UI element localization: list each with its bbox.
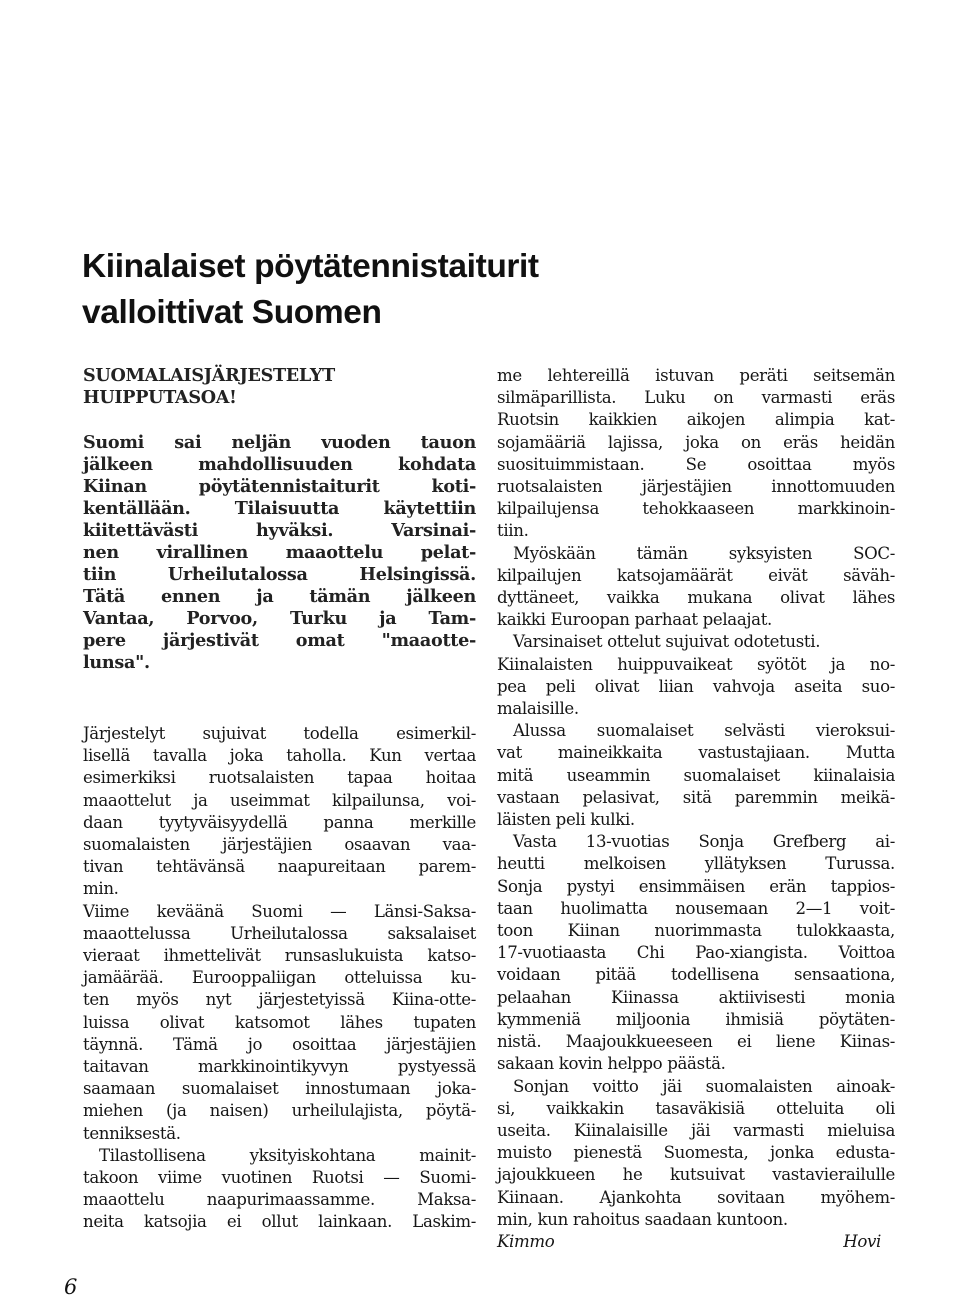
body-line: lisellä tavalla joka taholla. Kun vertaa <box>83 746 476 766</box>
body-line: jamäärää. Eurooppaliigan otteluissa ku- <box>83 968 476 988</box>
lead-line: lunsa". <box>83 652 150 673</box>
body-line: tenniksestä. <box>83 1123 181 1143</box>
body-line: Sonja pystyi ensimmäisen erän tappios- <box>497 876 895 896</box>
body-line: dyttäneet, vaikka mukana olivat lähes <box>497 588 895 608</box>
subheadline-line: HUIPPUTASOA! <box>83 387 237 408</box>
article-title-line: valloittivat Suomen <box>82 294 382 332</box>
body-line: maaottelu naapurimaassamme. Maksa- <box>83 1190 476 1210</box>
lead-paragraph <box>83 432 476 674</box>
body-line: Kiinaan. Ajankohta sovitaan myöhem- <box>497 1187 895 1207</box>
body-line: Myöskään tämän syksyisten SOC- <box>513 543 895 563</box>
body-line: esimerkiksi ruotsalaisten tapaa hoitaa <box>83 768 476 788</box>
body-line: maaottelussa Urheilutalossa saksalaiset <box>83 923 476 943</box>
body-line: kilpailujensa tehokkaaseen markkinoin- <box>497 499 895 519</box>
body-line: mitä useammin suomalaiset kiinalaisia <box>497 765 895 785</box>
body-line: vieraat ihmettelivät runsaslukuista katso- <box>83 946 476 966</box>
body-line: Kiinalaisten huippuvaikeat syötöt ja no- <box>497 654 895 674</box>
subheadline <box>83 365 476 409</box>
lead-line: kiitettävästi hyväksi. Varsinai- <box>83 520 476 541</box>
body-line: luissa olivat katsomot lähes tupaten <box>83 1012 476 1032</box>
body-line: Viime keväänä Suomi — Länsi-Saksa- <box>83 901 476 921</box>
body-line: toon Kiinan nuorimmasta tulokkaasta, <box>497 921 895 941</box>
body-line: kymmeniä miljoonia ihmisiä pöytäten- <box>497 1009 895 1029</box>
body-line: tivan tehtävänsä naapureitaan parem- <box>83 857 476 877</box>
lead-line: jälkeen mahdollisuuden kohdata <box>83 454 476 475</box>
body-line: heutti melkoisen yllätyksen Turussa. <box>497 854 895 874</box>
body-line: kilpailujen katsojamäärät eivät säväh- <box>497 565 895 585</box>
body-line: daan tyytyväisyydellä panna merkille <box>83 812 476 832</box>
body-line: täynnä. Tämä jo osoittaa järjestäjien <box>83 1034 476 1054</box>
page-number: 6 <box>64 1275 78 1299</box>
lead-line: Tätä ennen ja tämän jälkeen <box>83 586 476 607</box>
body-line: jajoukkueen he kutsuivat vastavierailulle <box>497 1165 895 1185</box>
body-line: silmäparillista. Luku on varmasti eräs <box>497 388 895 408</box>
body-line: taitavan markkinointikyvyn pystyessä <box>83 1057 476 1077</box>
article-title <box>82 244 782 336</box>
body-line: 17-vuotiaasta Chi Pao-xiangista. Voittoa <box>497 943 895 963</box>
body-line: muisto pienestä Suomesta, jonka edusta- <box>497 1143 895 1163</box>
body-line: maaottelut ja useimmat kilpailunsa, voi- <box>83 790 476 810</box>
body-line: min, kun rahoitus saadaan kuntoon. <box>497 1209 788 1229</box>
lead-line: pere järjestivät omat "maaotte- <box>83 630 476 651</box>
lead-line: kentällään. Tilaisuutta käytettiin <box>83 498 476 519</box>
left-column <box>83 365 476 1234</box>
body-line: ten myös nyt järjestetyissä Kiina-otte- <box>83 990 476 1010</box>
body-line: vastaan pelasivat, sitä paremmin meikä- <box>497 787 895 807</box>
body-line: sakaan kovin helppo päästä. <box>497 1054 726 1074</box>
body-line: nistä. Maajoukkueeseen ei liene Kiinas- <box>497 1032 895 1052</box>
body-line: Ruotsin kaikkien aikojen alimpia kat- <box>497 410 895 430</box>
body-line: suomalaisten järjestäjien osaavan vaa- <box>83 835 476 855</box>
body-line: Järjestelyt sujuivat todella esimerkil- <box>83 724 476 743</box>
author-signature: Kimmo Hovi <box>497 1231 881 1251</box>
body-line: tiin. <box>497 521 529 541</box>
right-column <box>497 365 895 1253</box>
body-line: saamaan suomalaiset innostumaan joka- <box>83 1079 476 1099</box>
lead-line: tiin Urheilutalossa Helsingissä. <box>83 564 476 585</box>
body-line: vat maineikkaita vastustajiaan. Mutta <box>497 743 895 763</box>
body-line: miehen (ja naisen) urheilulajista, pöytä- <box>83 1101 476 1121</box>
body-line: ruotsalaisten järjestäjien innottomuuden <box>497 477 895 497</box>
body-line: Sonjan voitto jäi suomalaisten ainoak- <box>513 1076 895 1096</box>
subheadline-line: SUOMALAISJÄRJESTELYT <box>83 365 335 386</box>
body-line: Varsinaiset ottelut sujuivat odotetusti. <box>513 632 821 652</box>
body-line: läisten peli kulki. <box>497 810 635 830</box>
body-line: taan huolimatta nousemaan 2—1 voit- <box>497 898 895 918</box>
body-line: sojamääriä lajissa, joka on eräs heidän <box>497 432 895 452</box>
body-line: Tilastollisena yksityiskohtana mainit- <box>99 1145 476 1165</box>
body-line: Vasta 13-vuotias Sonja Grefberg ai- <box>513 832 895 852</box>
body-line: si, vaikkakin tasaväkisiä otteluita oli <box>497 1098 895 1118</box>
body-line: neita katsojia ei ollut lainkaan. Laskim- <box>83 1212 476 1232</box>
body-line: useita. Kiinalaisille jäi varmasti mieluisa <box>497 1120 895 1140</box>
body-line: kaikki Euroopan parhaat pelaajat. <box>497 610 772 630</box>
body-line: min. <box>83 879 119 899</box>
body-line: pea peli olivat liian vahvoja aseita suo- <box>497 676 895 696</box>
lead-line: Suomi sai neljän vuoden tauon <box>83 432 476 453</box>
body-line: voidaan pitää todellisena sensaationa, <box>497 965 895 985</box>
left-body-text <box>83 723 476 1234</box>
lead-line: Kiinan pöytätennistaiturit koti- <box>83 476 476 497</box>
body-line: me lehtereillä istuvan peräti seitsemän <box>497 366 895 385</box>
body-line: takoon viime vuotinen Ruotsi — Suomi- <box>83 1168 476 1188</box>
body-line: Alussa suomalaiset selvästi vieroksui- <box>513 721 895 741</box>
body-line: malaisille. <box>497 699 579 719</box>
lead-line: nen virallinen maaottelu pelat- <box>83 542 476 563</box>
article-title-line: Kiinalaiset pöytätennistaiturit <box>82 248 539 286</box>
lead-line: Vantaa, Porvoo, Turku ja Tam- <box>83 608 476 629</box>
body-line: pelaahan Kiinassa aktiivisesti monia <box>497 987 895 1007</box>
body-line: suosituimmistaan. Se osoittaa myös <box>497 454 895 474</box>
